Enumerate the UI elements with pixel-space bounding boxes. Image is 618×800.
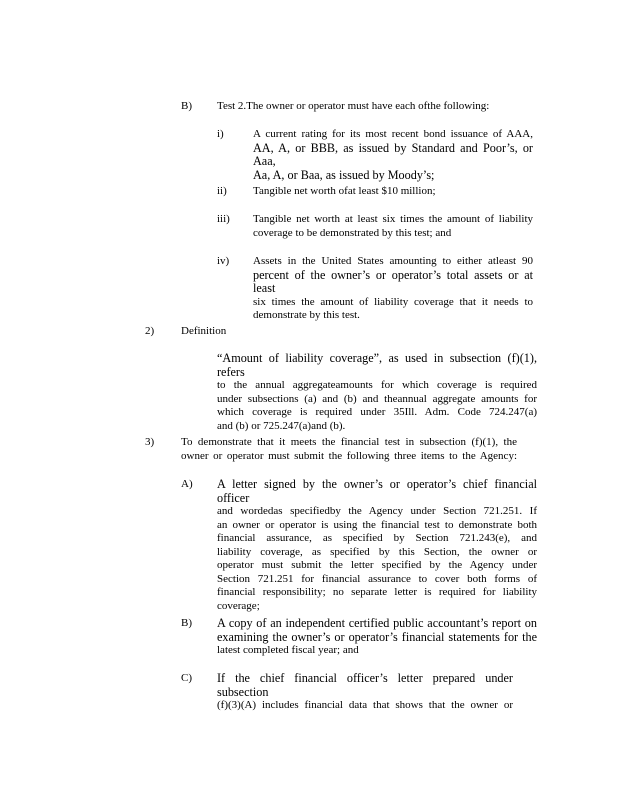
item-ii-marker: ii): [217, 185, 227, 197]
text-line: financial responsibility; no separate letter is required for liability: [217, 586, 537, 598]
text-line: Aa, A, or Baa, as issued by Moody’s;: [253, 167, 435, 182]
text-line: financial assurance, as specified by Section 721.243(e), and: [217, 532, 537, 544]
text-line: latest completed fiscal year; and: [217, 644, 359, 656]
text-line: owner or operator must submit the following three items to the Agency:: [181, 449, 517, 462]
text-line: percent of the owner’s or operator’s total assets or at least: [253, 267, 533, 295]
text-line: If the chief financial officer’s letter prepared under subsection: [217, 671, 513, 699]
item-b-text: [217, 617, 537, 658]
item-c-marker: C): [181, 672, 192, 684]
item-iv-text: [253, 255, 533, 323]
item-i-text: [253, 128, 533, 182]
item-a-text: [217, 478, 537, 613]
item-iv-marker: iv): [217, 255, 230, 267]
text-line: examining the owner’s or operator’s financial statements for the: [217, 629, 537, 644]
text-line: and (b) or 725.247(a)and (b).: [217, 419, 346, 432]
text-line: which coverage is required under 35Ill. Adm. Code 724.247(a): [217, 406, 537, 418]
text-line: an owner or operator is using the financial test to demonstrate both: [217, 518, 537, 531]
section-b-heading: [217, 100, 517, 114]
text-line: six times the amount of liability coverage that it needs to: [253, 295, 533, 308]
item-ii-text: [253, 185, 533, 199]
text-line: Section 721.251 for financial assurance to cover both forms of: [217, 572, 537, 585]
section-b-marker: B): [181, 100, 192, 112]
text-line: and wordedas specifiedby the Agency under Section 721.251. If: [217, 505, 537, 517]
text-line: under subsections (a) and (b) and theannual aggregate amounts for: [217, 392, 537, 405]
heading-text: Definition: [181, 325, 227, 337]
section-3-marker: 3): [145, 436, 155, 448]
item-a-marker: A): [181, 478, 193, 490]
text-line: to the annual aggregateamounts for which coverage is required: [217, 379, 537, 391]
item-iii-marker: iii): [217, 213, 230, 225]
definition-heading: [181, 325, 226, 339]
item-iii-text: [253, 213, 533, 240]
section-2-marker: 2): [145, 325, 155, 337]
text-line: Assets in the United States amounting to either atleast 90: [253, 255, 533, 267]
item-c-text: [217, 672, 513, 713]
text-line: coverage;: [217, 599, 260, 612]
text-line: A copy of an independent certified public accountant’s report on: [217, 616, 537, 630]
item-b-marker: B): [181, 617, 192, 629]
text-line: To demonstrate that it meets the financial test in subsection (f)(1), the: [181, 436, 517, 448]
section-3-intro: [181, 436, 517, 463]
text-line: A current rating for its most recent bond issuance of AAA,: [253, 128, 533, 140]
text-line: “Amount of liability coverage”, as used in subsection (f)(1), refers: [217, 351, 537, 379]
item-i-marker: i): [217, 128, 224, 140]
text-line: Tangible net worth at least six times the amount of liability: [253, 213, 533, 225]
heading-text: Test 2.The owner or operator must have each ofthe following:: [217, 100, 490, 112]
text-line: Tangible net worth ofat least $10 million;: [253, 185, 436, 197]
text-line: operator must submit the letter specified by the Agency under: [217, 559, 537, 571]
definition-text: [217, 352, 537, 433]
text-line: demonstrate by this test.: [253, 309, 360, 321]
text-line: AA, A, or BBB, as issued by Standard and Poor’s, or Aaa,: [253, 140, 533, 168]
text-line: (f)(3)(A) includes financial data that shows that the owner or: [217, 699, 513, 711]
text-line: liability coverage, as specified by this Section, the owner or: [217, 545, 537, 558]
text-line: A letter signed by the owner’s or operator’s chief financial officer: [217, 477, 537, 505]
text-line: coverage to be demonstrated by this test; and: [253, 226, 452, 239]
